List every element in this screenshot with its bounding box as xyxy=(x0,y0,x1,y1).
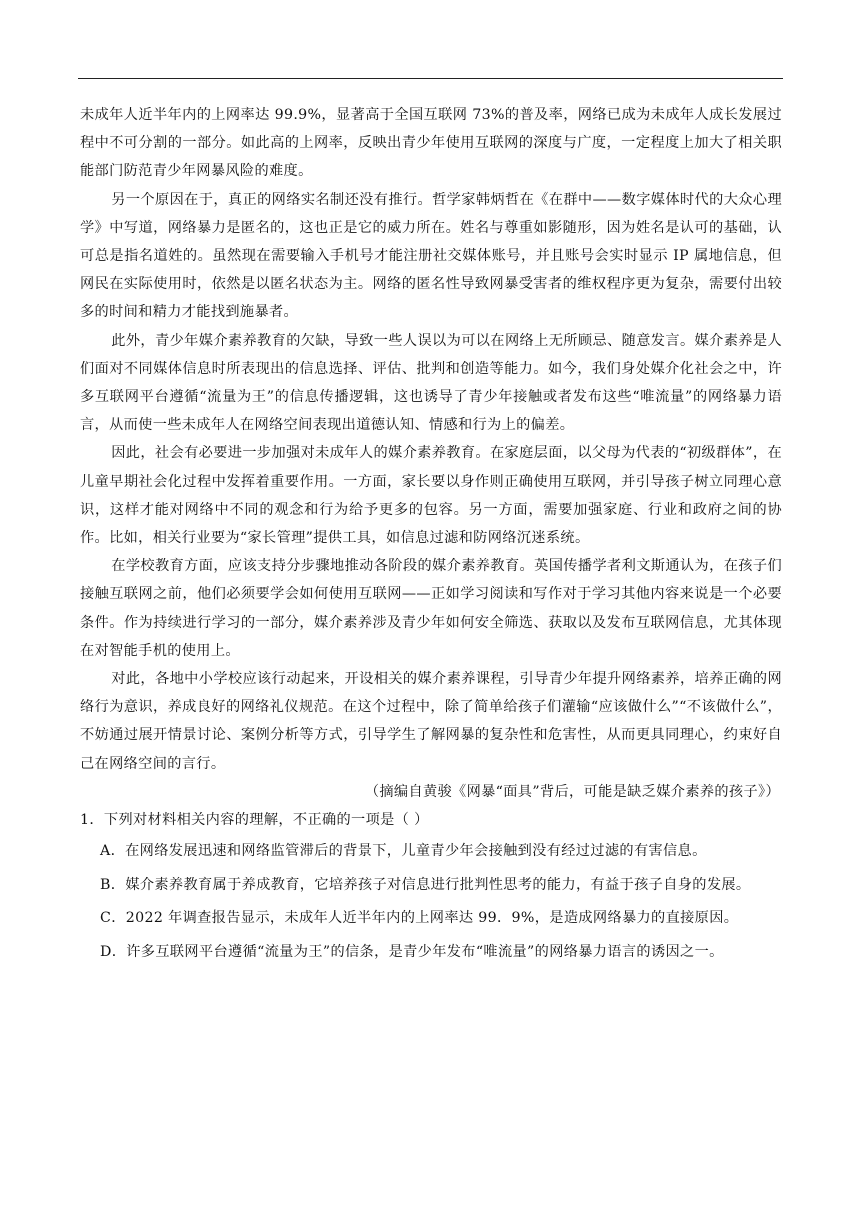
option-a: A．在网络发展迅速和网络监管滞后的背景下，儿童青少年会接触到没有经过过滤的有害信息。 xyxy=(100,843,707,860)
question-1 xyxy=(80,806,782,969)
option-d: D．许多互联网平台遵循“流量为王”的信条，是青少年发布“唯流量”的网络暴力语言的诱因之一。 xyxy=(100,943,724,960)
article-paragraph: 此外，青少年媒介素养教育的欠缺，导致一些人误以为可以在网络上无所顾忌、随意发言。媒介素养是人们面对不同媒体信息时所表现出的信息选择、评估、批判和创造等能力。如今，我们身处媒介化社会之中，许多互联网平台遵循“流量为王”的信息传播逻辑，这也诱导了青少年接触或者发布这些“唯流量”的网络暴力语言，从而使一些未成年人在网络空间表现出道德认知、情感和行为上的偏差。 xyxy=(80,332,782,434)
option-b: B．媒介素养教育属于养成教育，它培养孩子对信息进行批判性思考的能力，有益于孩子自身的发展。 xyxy=(100,876,751,893)
document-body xyxy=(80,101,782,969)
header-rule xyxy=(78,78,783,79)
article-source: （摘编自黄骏《网暴“面具”背后，可能是缺乏媒介素养的孩子》） xyxy=(364,783,780,800)
article-paragraph: 在学校教育方面，应该支持分步骤地推动各阶段的媒介素养教育。英国传播学者利文斯通认为，在孩子们接触互联网之前，他们必须要学会如何使用互联网——正如学习阅读和写作对于学习其他内容来说是一个必要条件。作为持续进行学习的一部分，媒介素养涉及青少年如何安全筛选、获取以及发布互联网信息，尤其体现在对智能手机的使用上。 xyxy=(80,558,782,659)
article-paragraph: 对此，各地中小学校应该行动起来，开设相关的媒介素养课程，引导青少年提升网络素养，培养正确的网络行为意识，养成良好的网络礼仪规范。在这个过程中，除了简单给孩子们灌输“应该做什么”“不该做什么”，不妨通过展开情景讨论、案例分析等方式，引导学生了解网暴的复杂性和危害性，从而更具同理心，约束好自己在网络空间的言行。 xyxy=(80,671,782,772)
article-paragraph: 未成年人近半年内的上网率达 99.9%，显著高于全国互联网 73%的普及率，网络已成为未成年人成长发展过程中不可分割的一部分。如此高的上网率，反映出青少年使用互联网的深度与广度，一定程度上加大了相关职能部门防范青少年网暴风险的难度。 xyxy=(80,107,782,180)
article-paragraph: 因此，社会有必要进一步加强对未成年人的媒介素养教育。在家庭层面，以父母为代表的“初级群体”，在儿童早期社会化过程中发挥着重要作用。一方面，家长要以身作则正确使用互联网，并引导孩子树立同理心意识，这样才能对网络中不同的观念和行为给予更多的包容。另一方面，需要加强家庭、行业和政府之间的协作。比如，相关行业要为“家长管理”提供工具，如信息过滤和防网络沉迷系统。 xyxy=(80,445,782,547)
question-stem: 1．下列对材料相关内容的理解，不正确的一项是（ ） xyxy=(80,812,429,829)
article-paragraph: 另一个原因在于，真正的网络实名制还没有推行。哲学家韩炳哲在《在群中——数字媒体时代的大众心理学》中写道，网络暴力是匿名的，这也正是它的威力所在。姓名与尊重如影随形，因为姓名是认可的基础，认可总是指名道姓的。虽然现在需要输入手机号才能注册社交媒体账号，并且账号会实时显示 IP 属地信息，但网民在实际使用时，依然是以匿名状态为主。网络的匿名性导致网暴受害者的维权程序更为复杂，需要付出较多的时间和精力才能找到施暴者。 xyxy=(80,191,782,321)
option-c: C．2022 年调查报告显示，未成年人近半年内的上网率达 99．9%，是造成网络暴力的直接原因。 xyxy=(100,910,739,927)
